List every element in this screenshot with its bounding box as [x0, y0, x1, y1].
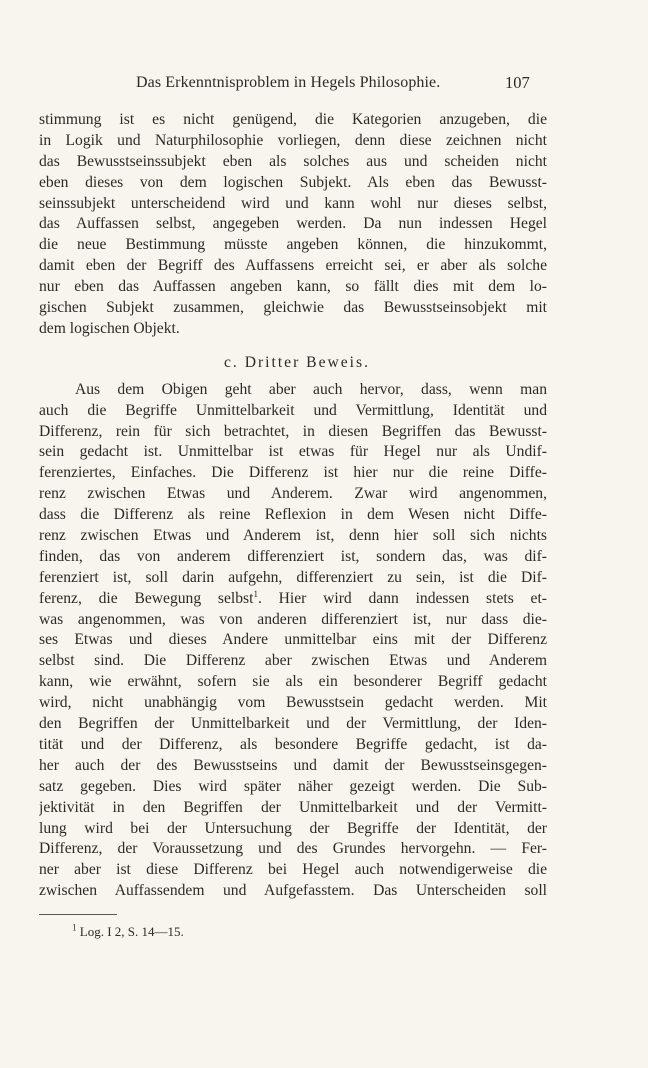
section-heading: c. Dritter Beweis. [224, 353, 370, 371]
text-line: das Auffassen selbst, angegeben werden. Da nun indessen Hegel [39, 215, 547, 233]
text-line: renz zwischen Etwas und Anderem. Zwar wird angenommen, [39, 485, 547, 503]
text-line: den Begriffen der Unmittelbarkeit und der Vermittlung, der Iden- [39, 715, 547, 733]
text-line: tität und der Differenz, als besondere Begriffe gedacht, ist da- [39, 735, 547, 753]
text-line: lung wird bei der Untersuchung der Begriffe der Identität, der [39, 819, 547, 837]
text-line: renz zwischen Etwas und Anderem ist, denn hier soll sich nichts [39, 527, 547, 545]
text-line: kann, wie erwähnt, sofern sie als ein besonderer Begriff gedacht [39, 673, 547, 691]
paragraph-1 [39, 110, 547, 340]
footnote-number: 1 [72, 922, 77, 933]
text-line: dass die Differenz als reine Reflexion in dem Wesen nicht Diffe- [39, 506, 547, 524]
text-line: nur eben das Auffassen angeben kann, so fällt dies mit dem lo- [39, 278, 547, 296]
text-line: ner aber ist diese Differenz bei Hegel auch notwendigerweise die [39, 861, 547, 879]
text-line: gischen Subjekt zusammen, gleichwie das Bewusstseinsobjekt mit [39, 299, 547, 317]
text-line: sein gedacht ist. Unmittelbar ist etwas für Hegel nur als Undif- [39, 443, 547, 461]
text-line: Differenz, der Voraussetzung und des Grundes hervorgehn. — Fer- [39, 840, 547, 858]
footnote-text: Log. I 2, S. 14—15. [79, 924, 184, 939]
text-line: jektivität in den Begriffen der Unmittelbarkeit und der Vermitt- [39, 798, 547, 816]
text-line: selbst sind. Die Differenz aber zwischen Etwas und Anderem [39, 652, 547, 670]
body-text [39, 110, 547, 902]
text-segment: ferenz, die Bewegung selbst [39, 589, 254, 607]
text-line: Differenz, rein für sich betrachtet, in diesen Begriffen das Bewusst- [39, 422, 547, 440]
text-line: ses Etwas und dieses Andere unmittelbar eins mit der Differenz [39, 631, 547, 649]
text-line: ferenziertes, Einfaches. Die Differenz ist hier nur die reine Diffe- [39, 464, 547, 482]
text-segment: . Hier wird dann indessen stets et- [257, 589, 547, 607]
footnote [72, 924, 184, 940]
text-line: ferenziert ist, soll darin aufgehn, differenziert zu sein, ist die Dif- [39, 568, 547, 586]
text-line: finden, das von anderem differenziert ist, sondern das, was dif- [39, 547, 547, 565]
text-line: das Bewusstseinssubjekt eben als solches aus und scheiden nicht [39, 152, 547, 170]
text-line: zwischen Auffassendem und Aufgefasstem. Das Unterscheiden soll [39, 882, 547, 900]
running-header: Das Erkenntnisproblem in Hegels Philosophie. [136, 74, 441, 91]
text-line: her auch der des Bewusstseins und damit der Bewusstseinsgegen- [39, 756, 547, 774]
footnote-marker[interactable]: 1 [253, 588, 258, 599]
text-line: die neue Bestimmung müsste angeben können, die hinzukommt, [39, 236, 547, 254]
text-line: dem logischen Objekt. [39, 319, 180, 337]
text-line: satz gegeben. Dies wird später näher gezeigt werden. Die Sub- [39, 777, 547, 795]
text-line-with-footnote [39, 589, 547, 610]
text-line: eben dieses von dem logischen Subjekt. Als eben das Bewusst- [39, 173, 547, 191]
text-line: seinssubjekt unterscheidend wird und kann wohl nur dieses selbst, [39, 194, 547, 212]
text-line: Aus dem Obigen geht aber auch hervor, dass, wenn man [75, 380, 547, 398]
text-line: damit eben der Begriff des Auffassens erreicht sei, er aber als solche [39, 257, 547, 275]
footnote-divider [39, 914, 117, 915]
text-line: stimmung ist es nicht genügend, die Kategorien anzugeben, die [39, 111, 547, 128]
paragraph-2 [39, 380, 547, 902]
text-line: in Logik und Naturphilosophie vorliegen, denn diese zeichnen nicht [39, 131, 547, 149]
text-line: auch die Begriffe Unmittelbarkeit und Vermittlung, Identität und [39, 401, 547, 419]
text-line: wird, nicht unabhängig vom Bewusstsein gedacht werden. Mit [39, 694, 547, 712]
text-line: was angenommen, was von anderen differenziert ist, nur dass die- [39, 610, 547, 628]
page-number: 107 [505, 73, 530, 92]
